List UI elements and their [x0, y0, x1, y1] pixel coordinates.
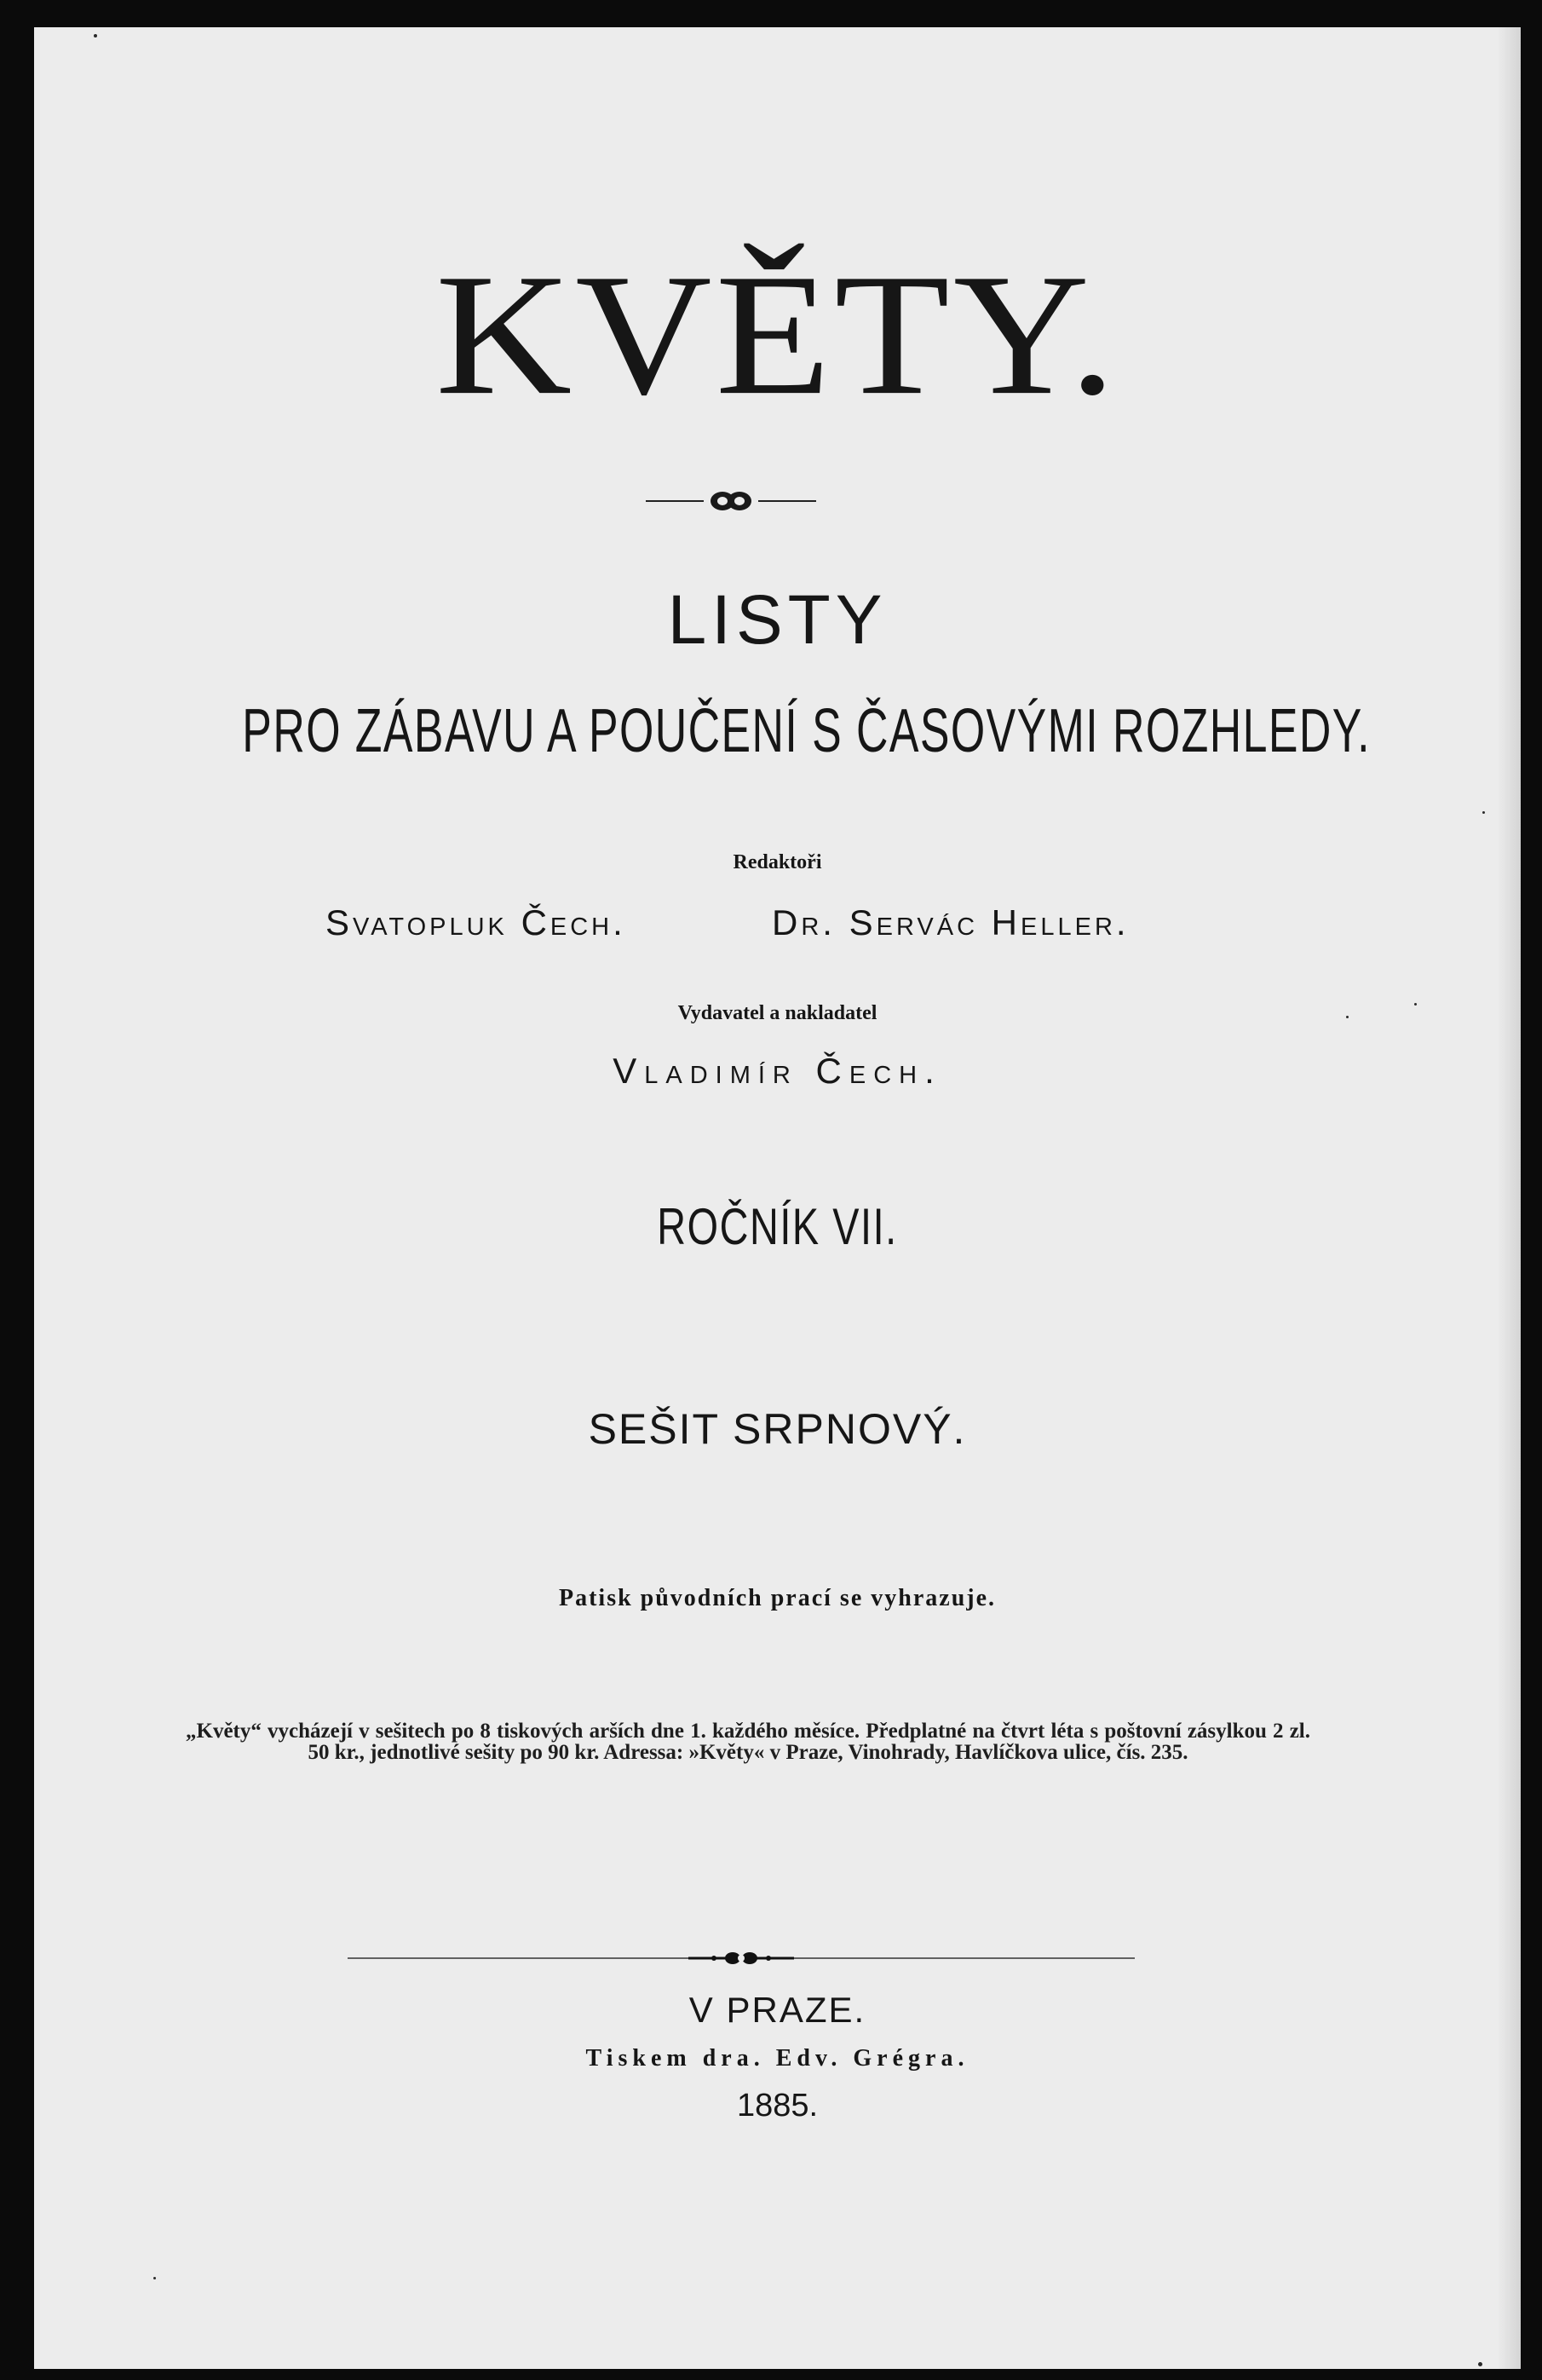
editor-name: Dr. Servác Heller.	[772, 902, 1130, 942]
printer-line: Tiskem dra. Edv. Grégra.	[585, 2045, 970, 2072]
editors-label: Redaktoři	[733, 851, 822, 873]
title-page	[34, 27, 1521, 2369]
rights-notice: Patisk původních prací se vyhrazuje.	[558, 1585, 997, 1611]
place-of-publication: V PRAZE.	[688, 1990, 866, 2030]
print-speck	[1482, 811, 1485, 814]
volume-label: ROČNÍK VII.	[657, 1198, 898, 1255]
subtitle-main: LISTY	[667, 581, 888, 659]
subscription-info: „Květy“ vycházejí v sešitech po 8 tiskových arších dne 1. každého měsíce. Předplatné na čtvrt léta s poštovní zásylkou 2 zl. 50 kr., jednotlivé sešity po 90 kr. Adressa: »Květy« v Praze, Vinohrady, Havlíčkova ulice, čís. 235.	[186, 1720, 1310, 1764]
editor-name: Svatopluk Čech.	[325, 902, 626, 942]
subtitle-sub: PRO ZÁBAVU A POUČENÍ S ČASOVÝMI ROZHLEDY.	[242, 697, 1371, 765]
publisher-label: Vydavatel a nakladatel	[677, 1002, 877, 1024]
issue-label: SEŠIT SRPNOVÝ.	[588, 1405, 967, 1453]
print-speck	[94, 34, 97, 37]
ornament-divider	[646, 484, 816, 518]
publication-year: 1885.	[736, 2088, 819, 2124]
print-speck	[1346, 1016, 1349, 1018]
journal-title: KVĚTY.	[434, 238, 1120, 432]
print-speck	[153, 2277, 156, 2279]
print-speck	[1414, 1003, 1417, 1006]
ornament-rule	[348, 1948, 1135, 1968]
print-speck	[1478, 2362, 1482, 2366]
editors-row	[34, 902, 1521, 948]
publisher-name: Vladimír Čech.	[613, 1051, 942, 1091]
